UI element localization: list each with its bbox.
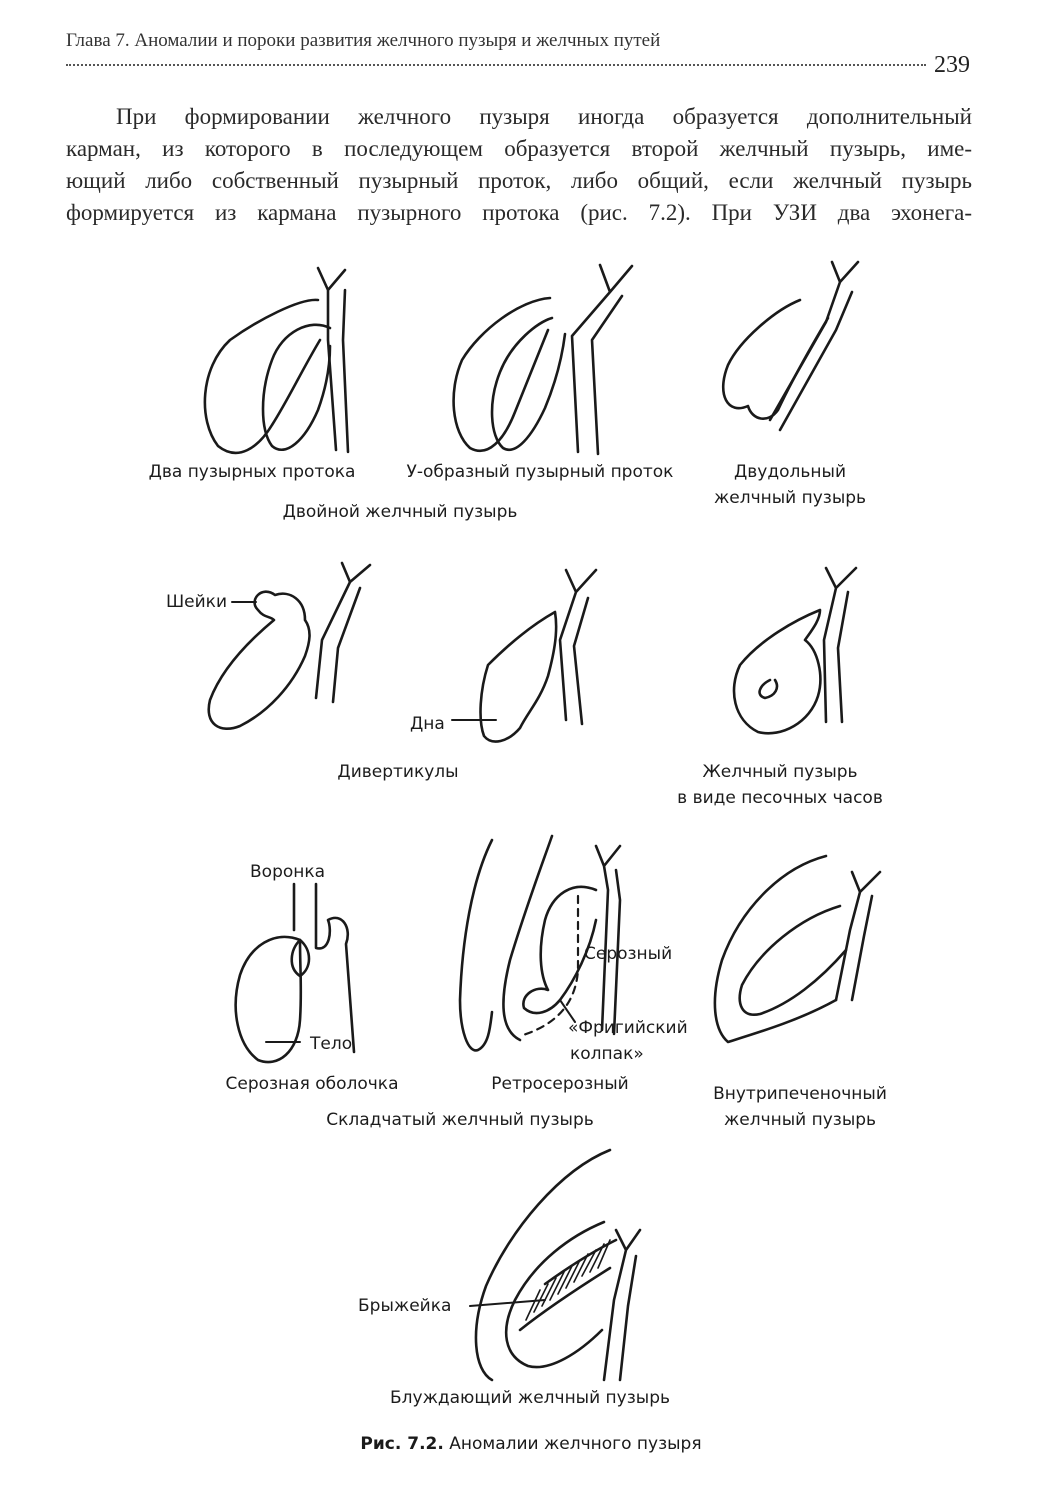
body-line: карман, из которого в последующем образуется второй желчный пузырь, име- bbox=[66, 136, 972, 161]
label-mesentery: Брыжейка bbox=[358, 1296, 452, 1316]
page-number: 239 bbox=[934, 52, 970, 78]
label-hourglass-2: в виде песочных часов bbox=[677, 788, 883, 808]
label-intrahepatic-1: Внутрипеченочный bbox=[713, 1084, 887, 1104]
label-y-duct: У-образный пузырный проток bbox=[406, 462, 674, 482]
label-retroserous: Ретросерозный bbox=[491, 1074, 629, 1094]
body-line: формируется из кармана пузырного протока (рис. 7.2). При УЗИ два эхонега- bbox=[66, 200, 972, 225]
diagram-neck-diverticulum bbox=[209, 563, 370, 729]
label-funnel: Воронка bbox=[250, 862, 326, 882]
diagram-wandering bbox=[470, 1150, 640, 1380]
label-hourglass-1: Желчный пузырь bbox=[702, 762, 858, 782]
label-folded-group: Складчатый желчный пузырь bbox=[326, 1110, 594, 1130]
label-two-ducts: Два пузырных протока bbox=[148, 462, 356, 482]
label-necks: Шейки bbox=[166, 592, 228, 612]
diagram-y-shaped-duct bbox=[454, 265, 632, 454]
diagram-bilobed bbox=[723, 262, 858, 430]
label-serous-coat: Серозная оболочка bbox=[225, 1074, 399, 1094]
label-serous: Серозный bbox=[584, 944, 673, 964]
diagram-hourglass bbox=[734, 568, 856, 733]
label-double-group: Двойной желчный пузырь bbox=[282, 502, 518, 522]
diagram-fundus-diverticulum bbox=[452, 570, 596, 742]
body-line: ющий либо собственный пузырный проток, либо общий, если желчный пузырь bbox=[66, 168, 972, 193]
label-diverticula: Дивертикулы bbox=[337, 762, 459, 782]
label-intrahepatic-2: желчный пузырь bbox=[723, 1110, 877, 1130]
caption-text: Аномалии желчного пузыря bbox=[443, 1434, 702, 1454]
body-line: При формировании желчного пузыря иногда образуется дополнительный bbox=[116, 104, 972, 129]
caption-number: Рис. 7.2. bbox=[360, 1434, 444, 1454]
label-body: Тело bbox=[310, 1034, 353, 1054]
label-wandering: Блуждающий желчный пузырь bbox=[389, 1388, 671, 1408]
label-bilobed-1: Двудольный bbox=[734, 462, 846, 482]
diagram-intrahepatic bbox=[715, 856, 880, 1042]
label-phrygian-1: «Фригийский bbox=[568, 1018, 688, 1038]
label-fundus: Дна bbox=[410, 714, 445, 734]
label-phrygian-2: колпак» bbox=[570, 1044, 644, 1064]
running-header: Глава 7. Аномалии и пороки развития желчного пузыря и желчных путей bbox=[66, 30, 661, 51]
label-bilobed-2: желчный пузырь bbox=[713, 488, 867, 508]
diagram-two-cystic-ducts bbox=[205, 268, 348, 453]
figure-caption bbox=[360, 1434, 701, 1454]
